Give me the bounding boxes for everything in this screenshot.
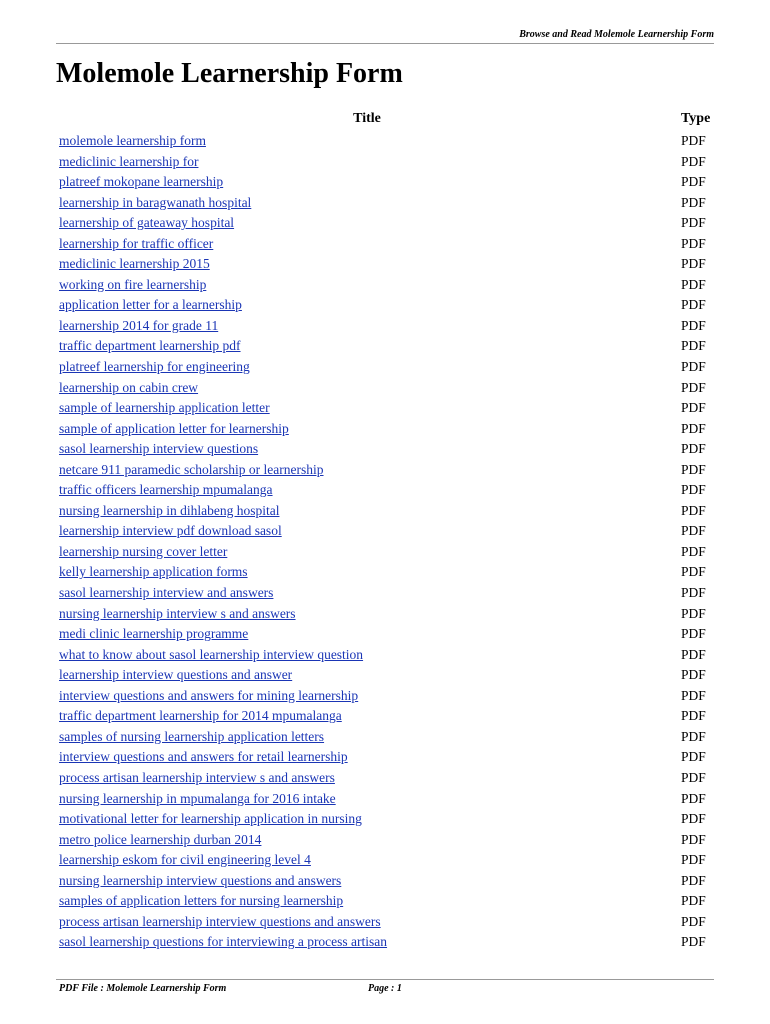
file-type-label: PDF	[681, 626, 706, 642]
document-link[interactable]: interview questions and answers for mining learnership	[59, 687, 359, 703]
list-item	[0, 583, 770, 604]
document-link[interactable]: process artisan learnership interview s and answers	[59, 769, 335, 785]
list-item	[0, 747, 770, 768]
file-type-label: PDF	[681, 379, 706, 395]
list-item	[0, 891, 770, 912]
document-link[interactable]: application letter for a learnership	[59, 297, 242, 313]
file-type-label: PDF	[681, 400, 706, 416]
file-type-label: PDF	[681, 461, 706, 477]
list-item	[0, 152, 770, 173]
list-item	[0, 521, 770, 542]
list-item	[0, 131, 770, 152]
document-link[interactable]: traffic department learnership pdf	[59, 338, 241, 354]
file-type-label: PDF	[681, 420, 706, 436]
file-type-label: PDF	[681, 749, 706, 765]
file-type-label: PDF	[681, 646, 706, 662]
list-item	[0, 912, 770, 933]
file-type-label: PDF	[681, 852, 706, 868]
file-type-label: PDF	[681, 831, 706, 847]
document-link[interactable]: molemole learnership form	[59, 133, 206, 148]
file-type-label: PDF	[681, 359, 706, 375]
document-link[interactable]: samples of application letters for nursing learnership	[59, 893, 344, 909]
file-type-label: PDF	[681, 256, 706, 272]
footer-divider	[56, 979, 714, 980]
document-link[interactable]: learnership interview pdf download sasol	[59, 523, 282, 539]
file-type-label: PDF	[681, 605, 706, 621]
list-item	[0, 419, 770, 440]
document-link[interactable]: nursing learnership interview s and answers	[59, 605, 296, 621]
file-type-label: PDF	[681, 174, 706, 190]
document-link[interactable]: learnership eskom for civil engineering level 4	[59, 852, 311, 868]
list-item	[0, 789, 770, 810]
list-item	[0, 439, 770, 460]
list-item	[0, 336, 770, 357]
file-type-label: PDF	[681, 728, 706, 744]
file-type-label: PDF	[681, 893, 706, 909]
file-type-label: PDF	[681, 543, 706, 559]
file-type-label: PDF	[681, 338, 706, 354]
list-item	[0, 809, 770, 830]
document-link[interactable]: netcare 911 paramedic scholarship or learnership	[59, 461, 324, 477]
file-type-label: PDF	[681, 769, 706, 785]
header-divider	[56, 43, 714, 44]
document-link[interactable]: sasol learnership questions for interviewing a process artisan	[59, 934, 388, 950]
list-item	[0, 562, 770, 583]
list-item	[0, 295, 770, 316]
document-link[interactable]: platreef learnership for engineering	[59, 359, 250, 375]
file-type-label: PDF	[681, 317, 706, 333]
file-type-label: PDF	[681, 523, 706, 539]
document-link[interactable]: process artisan learnership interview questions and answers	[59, 913, 381, 929]
file-type-label: PDF	[681, 153, 706, 169]
file-type-label: PDF	[681, 194, 706, 210]
header-text: Browse and Read Molemole Learnership Form	[519, 29, 714, 40]
column-header-title: Title	[353, 111, 381, 126]
document-link[interactable]: what to know about sasol learnership interview question	[59, 646, 364, 662]
document-link[interactable]: sasol learnership interview questions	[59, 441, 259, 457]
document-link[interactable]: motivational letter for learnership application in nursing	[59, 811, 362, 827]
file-type-label: PDF	[681, 482, 706, 498]
list-item	[0, 501, 770, 522]
document-list	[0, 131, 770, 953]
file-type-label: PDF	[681, 687, 706, 703]
list-item	[0, 542, 770, 563]
document-link[interactable]: traffic officers learnership mpumalanga	[59, 482, 273, 498]
list-item	[0, 665, 770, 686]
list-item	[0, 480, 770, 501]
list-item	[0, 830, 770, 851]
document-link[interactable]: learnership 2014 for grade 11	[59, 317, 219, 333]
document-link[interactable]: nursing learnership in mpumalanga for 2016 intake	[59, 790, 336, 806]
document-link[interactable]: learnership on cabin crew	[59, 379, 199, 395]
document-link[interactable]: learnership for traffic officer	[59, 235, 214, 251]
list-item	[0, 316, 770, 337]
document-link[interactable]: sample of application letter for learnership	[59, 420, 289, 436]
list-item	[0, 234, 770, 255]
document-link[interactable]: platreef mokopane learnership	[59, 174, 224, 190]
list-item	[0, 871, 770, 892]
document-link[interactable]: mediclinic learnership for	[59, 153, 199, 169]
list-item	[0, 604, 770, 625]
list-item	[0, 932, 770, 953]
document-link[interactable]: nursing learnership interview questions and answers	[59, 872, 342, 888]
document-link[interactable]: metro police learnership durban 2014	[59, 831, 262, 847]
file-type-label: PDF	[681, 215, 706, 231]
file-type-label: PDF	[681, 667, 706, 683]
list-item	[0, 706, 770, 727]
file-type-label: PDF	[681, 276, 706, 292]
file-type-label: PDF	[681, 872, 706, 888]
file-type-label: PDF	[681, 913, 706, 929]
document-link[interactable]: learnership interview questions and answer	[59, 667, 293, 683]
list-item	[0, 624, 770, 645]
list-item	[0, 850, 770, 871]
document-link[interactable]: sasol learnership interview and answers	[59, 585, 274, 601]
list-item	[0, 275, 770, 296]
file-type-label: PDF	[681, 811, 706, 827]
file-type-label: PDF	[681, 235, 706, 251]
list-item	[0, 172, 770, 193]
file-type-label: PDF	[681, 585, 706, 601]
document-link[interactable]: traffic department learnership for 2014 mpumalanga	[59, 708, 342, 724]
document-link[interactable]: samples of nursing learnership application letters	[59, 728, 325, 744]
file-type-label: PDF	[681, 934, 706, 950]
list-item	[0, 357, 770, 378]
column-header-type: Type	[681, 111, 711, 126]
file-type-label: PDF	[681, 441, 706, 457]
file-type-label: PDF	[681, 133, 706, 148]
footer-page-number: Page : 1	[368, 983, 402, 994]
file-type-label: PDF	[681, 502, 706, 518]
document-link[interactable]: interview questions and answers for retail learnership	[59, 749, 348, 765]
list-item	[0, 213, 770, 234]
list-item	[0, 686, 770, 707]
file-type-label: PDF	[681, 790, 706, 806]
list-item	[0, 727, 770, 748]
list-item	[0, 193, 770, 214]
footer-file-label: PDF File : Molemole Learnership Form	[59, 983, 227, 994]
document-link[interactable]: learnership in baragwanath hospital	[59, 194, 252, 210]
document-link[interactable]: mediclinic learnership 2015	[59, 256, 210, 272]
document-link[interactable]: kelly learnership application forms	[59, 564, 248, 580]
list-item	[0, 254, 770, 275]
list-item	[0, 645, 770, 666]
file-type-label: PDF	[681, 564, 706, 580]
document-link[interactable]: working on fire learnership	[59, 276, 207, 292]
document-link[interactable]: learnership of gateaway hospital	[59, 215, 235, 231]
file-type-label: PDF	[681, 708, 706, 724]
document-link[interactable]: sample of learnership application letter	[59, 400, 270, 416]
document-link[interactable]: medi clinic learnership programme	[59, 626, 249, 642]
list-item	[0, 398, 770, 419]
document-link[interactable]: learnership nursing cover letter	[59, 543, 228, 559]
list-item	[0, 768, 770, 789]
list-item	[0, 378, 770, 399]
file-type-label: PDF	[681, 297, 706, 313]
list-item	[0, 460, 770, 481]
document-link[interactable]: nursing learnership in dihlabeng hospital	[59, 502, 280, 518]
document-title: Molemole Learnership Form	[56, 58, 403, 89]
